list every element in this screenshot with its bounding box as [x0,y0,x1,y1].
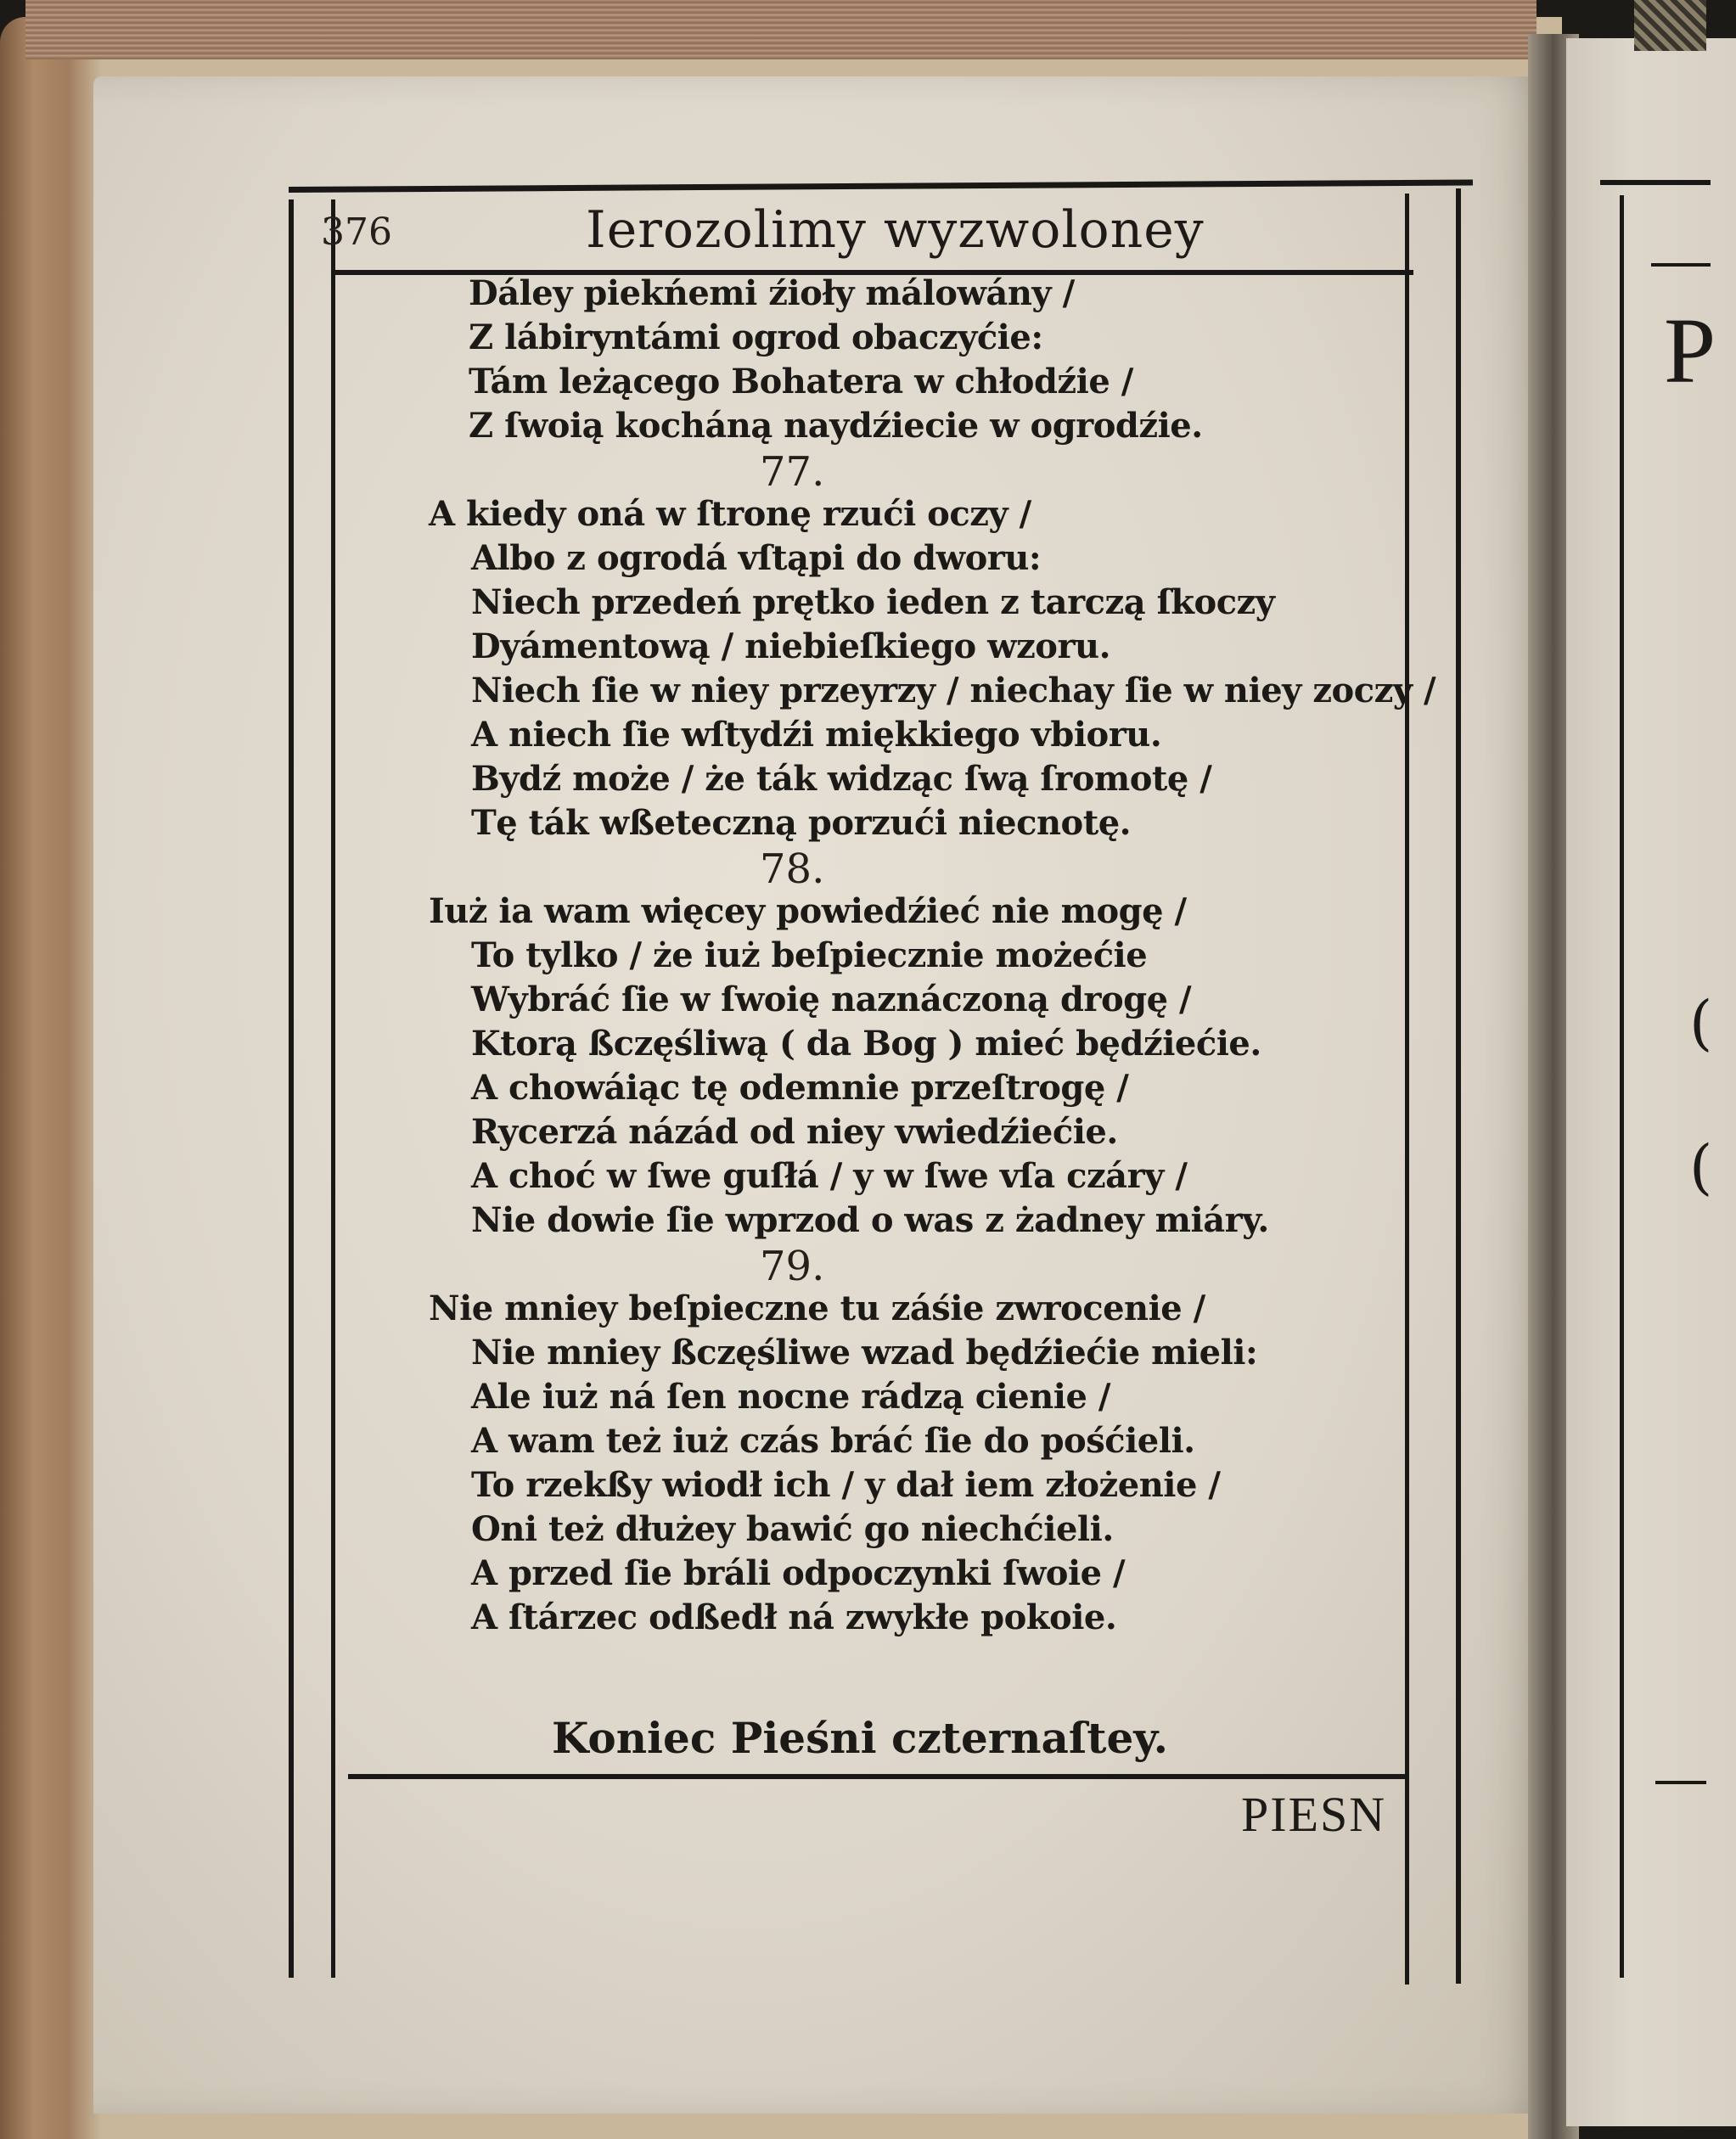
right-page-frame-rule [1620,195,1624,1978]
right-page-top-rule [1600,180,1711,185]
frame-left-inner-rule [331,199,335,1978]
right-page-initial: P [1664,299,1716,402]
verse-line: Nie dowie ſie wprzod o was z żadney miáry. [471,1200,1269,1240]
verse-line: A niech ſie wſtydźi miękkiego vbioru. [471,715,1162,755]
stanza-number: 77. [760,448,825,496]
verse-line: Rycerzá názád od niey vwiedźiećie. [471,1112,1118,1152]
verse-line: Ktorą ßczęśliwą ( da Bog ) mieć będźiećie. [471,1024,1261,1064]
verse-line: Bydź może / że ták widząc ſwą ſromotę / [471,759,1212,799]
right-page-glyph-fragment: ( [1689,988,1713,1058]
verse-line: Oni też dłużey bawić go niechćieli. [471,1509,1114,1549]
frame-right-inner-rule [1405,194,1409,1985]
verse-line: Dyámentową / niebieſkiego wzoru. [471,626,1111,666]
frame-bottom-rule [348,1774,1409,1779]
verse-line: Iuż ia wam więcey powiedźieć nie mogę / [429,891,1187,931]
verse-line: Tám leżącego Bohatera w chłodźie / [469,362,1133,401]
right-page-header-rule [1651,263,1711,267]
verse-line: Niech ſie w niey przeyrzy / niechay ſie w niey zoczy / [471,671,1436,710]
verse-line: A chowáiąc tę odemnie przeſtrogę / [471,1068,1129,1108]
frame-left-outer-rule [289,199,294,1978]
right-page-glyph-fragment: ( [1689,1132,1713,1202]
verse-line: Z ſwoią kocháną naydźiecie w ogrodźie. [469,406,1203,446]
verse-line: Nie mniey beſpieczne tu záśie zwrocenie / [429,1288,1205,1328]
verse-line: Tę ták wßeteczną porzući niecnotę. [471,803,1132,843]
catchword: PIESN [1241,1787,1387,1842]
verse-line: A przed ſie bráli odpoczynki ſwoie / [471,1553,1126,1593]
verse-line: Wybráć ſie w ſwoię naznáczoną drogę / [471,980,1192,1019]
verse-line: Nie mniey ßczęśliwe wzad będźiećie mieli: [471,1333,1258,1373]
running-title: Ierozolimy wyzwoloney [586,200,1205,260]
right-page-bottom-rule [1655,1781,1706,1784]
verse-line: To tylko / że iuż beſpiecznie możećie [471,935,1148,975]
canto-ending: Koniec Pieśni czternaſtey. [552,1713,1169,1763]
verse-line: Z lábiryntámi ogrod obaczyćie: [469,317,1043,357]
verse-line: To rzekßy wiodł ich / y dał iem złożenie / [471,1465,1221,1505]
stanza-number: 79. [760,1243,825,1290]
page-number: 376 [321,211,392,254]
bookmark-ribbon [1634,0,1706,51]
verse-line: Dáley piekńemi źioły málowány / [469,273,1075,313]
stanza-number: 78. [760,845,825,893]
verse-line: Niech przedeń prętko ieden z tarczą ſkoczy [471,582,1275,622]
verse-line: A kiedy oná w ſtronę rzući oczy / [429,494,1031,534]
verse-line: A wam też iuż czás bráć ſie do pośćieli. [471,1421,1195,1461]
verse-line: A choć w ſwe guſłá / y w ſwe vſa czáry / [471,1156,1188,1196]
frame-right-outer-rule [1456,188,1461,1984]
verse-line: A ſtárzec odßedł ná zwykłe pokoie. [471,1597,1117,1637]
verse-line: Albo z ogrodá vſtąpi do dworu: [471,538,1042,578]
page-stack-edge [25,0,1537,59]
verse-line: Ale iuż ná ſen nocne rádzą cienie / [471,1377,1110,1417]
